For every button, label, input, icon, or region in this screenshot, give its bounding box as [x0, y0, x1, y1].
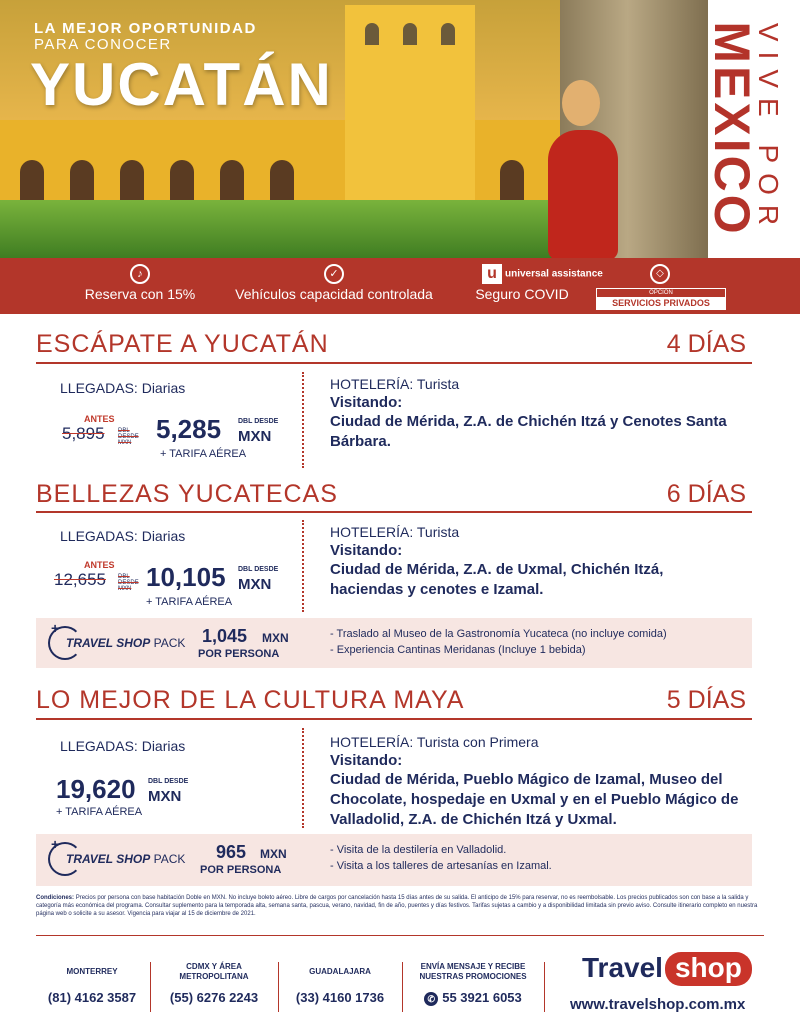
bell-window — [403, 23, 417, 45]
feature-vehiculos-label: Vehículos capacidad controlada — [235, 286, 433, 302]
tour-2-title: BELLEZAS YUCATECAS — [36, 480, 338, 508]
website-link[interactable]: www.travelshop.com.mx — [570, 996, 746, 1013]
tour-2-price: 10,105 — [146, 562, 226, 592]
whatsapp-icon: ✆ — [424, 992, 438, 1006]
woman-dress — [548, 130, 618, 258]
tour-1-old-label: DBL DESDE MXN — [118, 428, 139, 446]
feature-reserva-label: Reserva con 15% — [84, 286, 196, 302]
ua-logo-text: universal assistance — [505, 268, 603, 280]
servicios-privados-badge — [596, 288, 726, 310]
footer-separator — [150, 962, 151, 1012]
tour-2-visit: Ciudad de Mérida, Z.A. de Uxmal, Chichén Itzá, haciendas y cenotes e Izamal. — [330, 561, 664, 598]
tour-2-antes: ANTES — [84, 560, 115, 570]
pack-items — [330, 842, 552, 874]
tour-2-dbl: DBL DESDE — [238, 566, 279, 573]
pack-item: - Traslado al Museo de la Gastronomía Yucateca (no incluye comida) — [330, 628, 667, 640]
tour-3-title: LO MEJOR DE LA CULTURA MAYA — [36, 686, 465, 714]
arch — [270, 160, 294, 205]
arch — [500, 160, 524, 205]
tour-3-tarifa: + TARIFA AÉREA — [56, 806, 143, 818]
tour-1-visit-heading: Visitando: — [330, 394, 403, 411]
plus-icon: + — [51, 620, 60, 636]
pack-per-person: POR PERSONA — [198, 648, 280, 660]
travel-shop-pack-logo — [48, 620, 188, 660]
pack-name-text: TRAVEL SHOP — [66, 852, 151, 866]
tour-3-pack — [36, 834, 752, 886]
plus-icon: + — [51, 836, 60, 852]
pack-item: - Visita de la destilería en Valladolid. — [330, 844, 507, 856]
footer-separator — [278, 962, 279, 1012]
contact-phone[interactable]: (55) 6276 2243 — [169, 990, 259, 1005]
car-shield-icon: ✓ — [324, 264, 344, 284]
mexico-label: MEXICO — [704, 21, 760, 237]
pack-per-person: POR PERSONA — [200, 864, 282, 876]
tour-1-tarifa: + TARIFA AÉREA — [160, 448, 247, 460]
contact-whatsapp — [404, 960, 542, 1006]
bell-icon: ♪ — [130, 264, 150, 284]
privados-label: SERVICIOS PRIVADOS — [597, 297, 725, 309]
bell-window — [365, 23, 379, 45]
woman-head — [562, 80, 600, 126]
contact-city: CDMX Y ÁREA METROPOLITANA — [179, 962, 249, 981]
footer-separator — [544, 962, 545, 1012]
feature-vehiculos — [216, 258, 452, 314]
tour-1-visit: Ciudad de Mérida, Z.A. de Chichén Itzá y Cenotes Santa Bárbara. — [330, 413, 727, 450]
tour-2-divider — [302, 520, 304, 612]
contact-city: MONTERREY — [66, 967, 118, 976]
vive-por-label: VIVE POR — [753, 22, 784, 236]
pack-item: - Experiencia Cantinas Meridanas (Incluye 1 bebida) — [330, 644, 586, 656]
contact-phone[interactable]: (33) 4160 1736 — [295, 990, 385, 1005]
opcion-label: OPCIÓN — [649, 290, 673, 296]
logo-shop: shop — [665, 952, 752, 986]
pack-currency: MXN — [262, 631, 289, 645]
arch — [220, 160, 244, 205]
pack-item: - Visita a los talleres de artesanías en Izamal. — [330, 860, 552, 872]
hero-destination: YUCATÁN — [30, 51, 333, 118]
pack-suffix: PACK — [153, 636, 186, 650]
hero-line2: PARA CONOCER — [34, 36, 172, 53]
features-band — [0, 258, 800, 314]
tour-1-currency: MXN — [238, 428, 272, 445]
arch — [20, 160, 44, 205]
tour-1-days: 4 DÍAS — [666, 330, 746, 358]
tour-2-rule — [36, 511, 752, 513]
ua-icon: u — [482, 264, 502, 284]
arch — [70, 160, 94, 205]
hero-line1: LA MEJOR OPORTUNIDAD — [34, 20, 257, 37]
tour-2-old-price: 12,655 — [54, 570, 106, 589]
tour-2-days: 6 DÍAS — [666, 480, 746, 508]
tour-3-visit: Ciudad de Mérida, Pueblo Mágico de Izamal, Museo del Chocolate, hospedaje en Uxmal y en el Pueblo Mágico de Valladolid, Z.A. de Chichén Itzá y Uxmal. — [330, 771, 739, 828]
tour-1-divider — [302, 372, 304, 468]
tour-3-currency: MXN — [148, 788, 182, 805]
conditions — [36, 894, 764, 918]
tour-3-rule — [36, 718, 752, 720]
hero-banner — [0, 0, 800, 258]
tour-3-visit-heading: Visitando: — [330, 752, 403, 769]
tour-1-hotel: HOTELERÍA: Turista — [330, 376, 460, 392]
travel-shop-logo — [582, 952, 752, 986]
pack-name — [66, 852, 185, 866]
contact-city: GUADALAJARA — [309, 967, 371, 976]
bell-window — [441, 23, 455, 45]
diamond-icon: ◇ — [650, 264, 670, 284]
feature-seguro — [462, 268, 582, 324]
pack-name — [66, 636, 185, 650]
tour-2-currency: MXN — [238, 576, 272, 593]
tour-1-old-price: 5,895 — [62, 424, 105, 443]
pack-price: 1,045 — [202, 626, 248, 646]
pack-items — [330, 626, 667, 658]
tour-3-divider — [302, 728, 304, 828]
tour-3-dbl: DBL DESDE — [148, 778, 189, 785]
tour-2-pack — [36, 618, 752, 668]
conditions-label: Condiciones: — [36, 895, 75, 901]
tour-3-price: 19,620 — [56, 774, 136, 804]
footer-separator — [402, 962, 403, 1012]
footer-rule — [36, 935, 764, 936]
tour-1-llegadas: LLEGADAS: Diarias — [60, 380, 186, 396]
pack-suffix: PACK — [153, 852, 186, 866]
tour-1-title: ESCÁPATE A YUCATÁN — [36, 330, 329, 358]
contact-monterrey — [36, 960, 148, 1005]
pack-price: 965 — [216, 842, 247, 862]
tour-1-antes: ANTES — [84, 414, 115, 424]
tour-1-price: 5,285 — [156, 414, 222, 444]
feature-reserva — [76, 258, 204, 314]
tour-2-old-label: DBL DESDE MXN — [118, 574, 139, 592]
arch — [120, 160, 144, 205]
arch — [170, 160, 194, 205]
tour-1-dbl: DBL DESDE — [238, 418, 279, 425]
bell-tower — [345, 5, 475, 205]
feature-seguro-label: Seguro COVID — [475, 286, 569, 302]
tour-3-llegadas: LLEGADAS: Diarias — [60, 738, 186, 754]
contact-guadalajara — [280, 960, 400, 1005]
pack-currency: MXN — [260, 847, 287, 861]
tour-2-llegadas: LLEGADAS: Diarias — [60, 528, 186, 544]
tour-2-visit-heading: Visitando: — [330, 542, 403, 559]
conditions-text: Precios por persona con base habitación Doble en MXN. No incluye boleto aéreo. Libre de cargos por cancelación hasta 15 días antes de su salida. El anticipo de 15% para reservar, no es reembolsable. Los precios publicados son con base a la salida y categoría más económica del programa. Consultar suplemento para la temporada alta, semana santa, pascua, verano, navidad, fin de año, puentes y días festivos. Tarifas sujetas a cambio y a disponibilidad limitada sin previo aviso. Consulte itinerario completo en nuestra página web o solicite a su asesor. Vigencia para viajar al 15 de diciembre de 2021. — [36, 895, 758, 917]
tour-2-hotel: HOTELERÍA: Turista — [330, 524, 460, 540]
logo-travel: Travel — [582, 952, 663, 983]
tour-1-rule — [36, 362, 752, 364]
woman-figure — [540, 80, 620, 258]
contact-phone[interactable]: 55 3921 6053 — [442, 990, 522, 1005]
pack-name-text: TRAVEL SHOP — [66, 636, 151, 650]
tour-3-hotel: HOTELERÍA: Turista con Primera — [330, 734, 539, 750]
contact-city: ENVÍA MENSAJE Y RECIBE NUESTRAS PROMOCIONES — [419, 962, 527, 981]
travel-shop-pack-logo — [48, 836, 188, 876]
whatsapp-phone[interactable] — [404, 990, 542, 1006]
tour-3-days: 5 DÍAS — [666, 686, 746, 714]
contact-phone[interactable]: (81) 4162 3587 — [47, 990, 137, 1005]
contact-cdmx — [152, 960, 276, 1005]
tour-2-tarifa: + TARIFA AÉREA — [146, 596, 233, 608]
